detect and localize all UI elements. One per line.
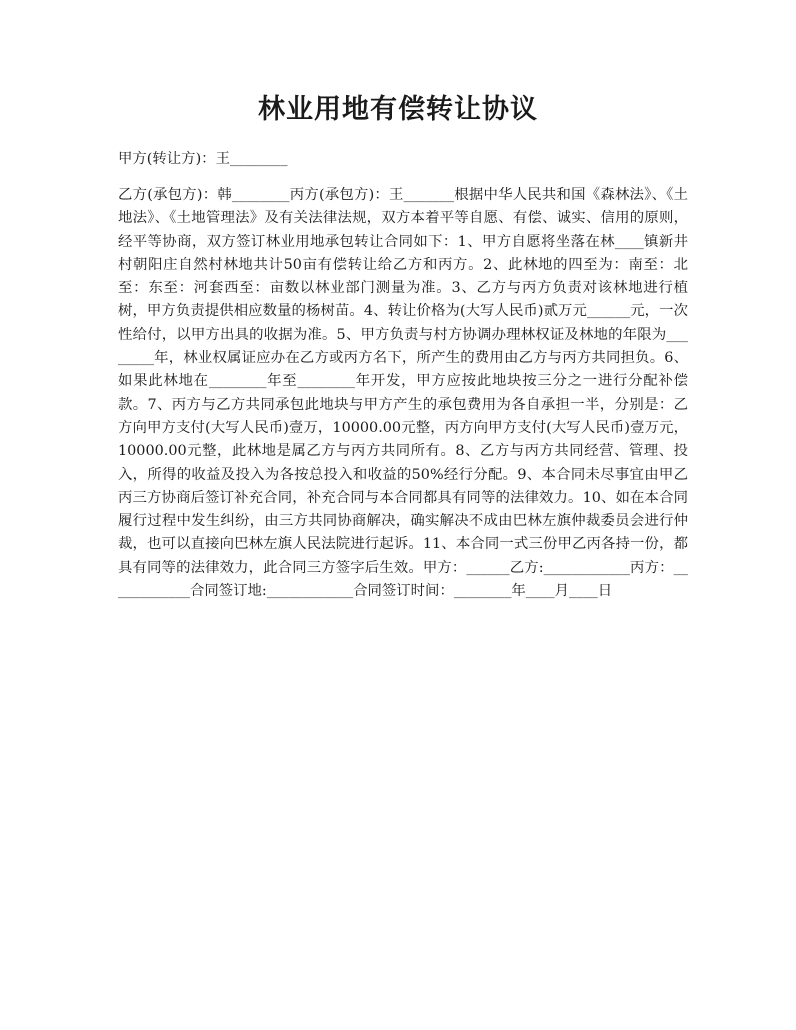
document-title: 林业用地有偿转让协议 (258, 94, 538, 125)
agreement-body: 乙方(承包方)：韩________丙方(承包方)：王_______根据中华人民共和国《森林法》、《土地法》、《土地管理法》及有关法律法规，双方本着平等自愿、有偿、诚实、信用的原则，经平等协商，双方签订林业用地承包转让合同如下：1、甲方自愿将坐落在林____镇新井村朝阳庄自然村林地共计50亩有偿转让给乙方和丙方。2、此林地的四至为：南至：北至：东至：河套西至：亩数以林业部门测量为准。3、乙方与丙方负责对该林地进行植树，甲方负责提供相应数量的杨树苗。4、转让价格为(大写人民币)贰万元______元，一次性给付，以甲方出具的收据为准。5、甲方负责与村方协调办理林权证及林地的年限为________年，林业权属证应办在乙方或丙方名下，所产生的费用由乙方与丙方共同担负。6、如果此林地在________年至________年开发，甲方应按此地块按三分之一进行分配补偿款。7、丙方与乙方共同承包此地块与甲方产生的承包费用为各自承担一半，分别是：乙方向甲方支付(大写人民币)壹万，10000.00元整，丙方向甲方支付(大写人民币)壹万元，10000.00元整，此林地是属乙方与丙方共同所有。8、乙方与丙方共同经营、管理、投入，所得的收益及投入为各按总投入和收益的50%经行分配。9、本合同未尽事宜由甲乙丙三方协商后签订补充合同，补充合同与本合同都具有同等的法律效力。10、如在本合同履行过程中发生纠纷，由三方共同协商解决，确实解决不成由巴林左旗仲裁委员会进行仲裁，也可以直接向巴林左旗人民法院进行起诉。11、本合同一式三份甲乙丙各持一份，都具有同等的法律效力，此合同三方签字后生效。甲方：______乙方:____________丙方：____________合同签订地:____________合同签订时间：________年____月____日 (118, 187, 688, 600)
party-a-line: 甲方(转让方)：王________ (118, 151, 288, 167)
